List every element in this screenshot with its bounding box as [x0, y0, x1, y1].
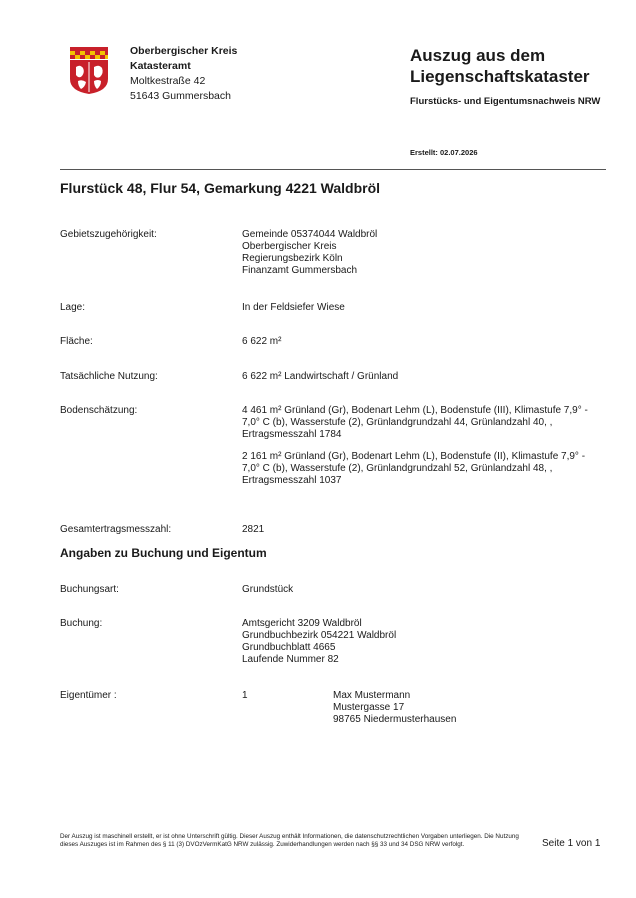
- jurisdiction-value: [242, 229, 602, 277]
- owner-address: [333, 690, 456, 726]
- booking-line: Grundbuchbezirk 054221 Waldbröl: [242, 630, 397, 641]
- document-subtitle: Flurstücks- und Eigentumsnachweis NRW: [410, 96, 601, 107]
- soil-entry: 4 461 m² Grünland (Gr), Bodenart Lehm (L), Bodenstufe (III), Klimastufe 7,9° - 7,0° C (b), Wasserstufe (2), Grünlandgrundzahl 44, Grünlandzahl 40, , Ertragsmesszahl 1784: [242, 405, 588, 440]
- area-label: Fläche:: [60, 336, 93, 347]
- total-yield-value: 2821: [242, 524, 265, 535]
- booking-type-label: Buchungsart:: [60, 584, 119, 595]
- footer-disclaimer: Der Auszug ist maschinell erstellt, er ist ohne Unterschrift gültig. Dieser Auszug enthält Informationen, die datenschutzrechtlichen Vorgaben unterliegen. Die Nutzung dieses Auszuges ist im Rahmen des § 11 (3) DVOzVermKatG NRW zulässig. Zuwiderhandlungen werden nach §§ 33 und 34 DSG NRW verfolgt.: [60, 833, 519, 849]
- document-title: Auszug aus dem Liegenschaftskataster: [410, 46, 590, 86]
- jurisdiction-line: Oberbergischer Kreis: [242, 241, 337, 252]
- soil-label: Bodenschätzung:: [60, 405, 138, 416]
- booking-value: [242, 618, 602, 666]
- authority-office: Katasteramt: [130, 60, 191, 72]
- authority-street: Moltkestraße 42: [130, 75, 206, 87]
- usage-value: 6 622 m² Landwirtschaft / Grünland: [242, 371, 399, 382]
- booking-section-title: Angaben zu Buchung und Eigentum: [60, 546, 267, 560]
- booking-line: Amtsgericht 3209 Waldbröl: [242, 618, 362, 629]
- soil-entry: 2 161 m² Grünland (Gr), Bodenart Lehm (L), Bodenstufe (II), Klimastufe 7,9° - 7,0° C (b), Wasserstufe (2), Grünlandgrundzahl 52, Grünlandzahl 48, , Ertragsmesszahl 1037: [242, 451, 586, 486]
- owner-line: Max Mustermann: [333, 690, 411, 701]
- jurisdiction-line: Gemeinde 05374044 Waldbröl: [242, 229, 378, 240]
- parcel-title: Flurstück 48, Flur 54, Gemarkung 4221 Waldbröl: [60, 180, 381, 196]
- owner-line: Mustergasse 17: [333, 702, 405, 713]
- booking-line: Laufende Nummer 82: [242, 654, 339, 665]
- jurisdiction-line: Regierungsbezirk Köln: [242, 253, 343, 264]
- booking-line: Grundbuchblatt 4665: [242, 642, 336, 653]
- coat-of-arms-icon: [68, 45, 110, 95]
- authority-city: 51643 Gummersbach: [130, 90, 231, 102]
- authority-name: Oberbergischer Kreis: [130, 45, 238, 57]
- header-divider: [60, 169, 606, 170]
- jurisdiction-line: Finanzamt Gummersbach: [242, 265, 358, 276]
- booking-label: Buchung:: [60, 618, 103, 629]
- jurisdiction-label: Gebietszugehörigkeit:: [60, 229, 157, 240]
- usage-label: Tatsächliche Nutzung:: [60, 371, 158, 382]
- booking-type-value: Grundstück: [242, 584, 294, 595]
- owner-number: 1: [242, 690, 248, 701]
- total-yield-label: Gesamtertragsmesszahl:: [60, 524, 172, 535]
- page-number: Seite 1 von 1: [542, 838, 601, 849]
- soil-value: [242, 405, 602, 497]
- owner-label: Eigentümer :: [60, 690, 117, 701]
- owner-line: 98765 Niedermusterhausen: [333, 714, 457, 725]
- creation-date: Erstellt: 02.07.2026: [410, 148, 478, 157]
- location-label: Lage:: [60, 302, 86, 313]
- location-value: In der Feldsiefer Wiese: [242, 302, 345, 313]
- authority-block: [130, 44, 237, 104]
- area-value: 6 622 m²: [242, 336, 282, 347]
